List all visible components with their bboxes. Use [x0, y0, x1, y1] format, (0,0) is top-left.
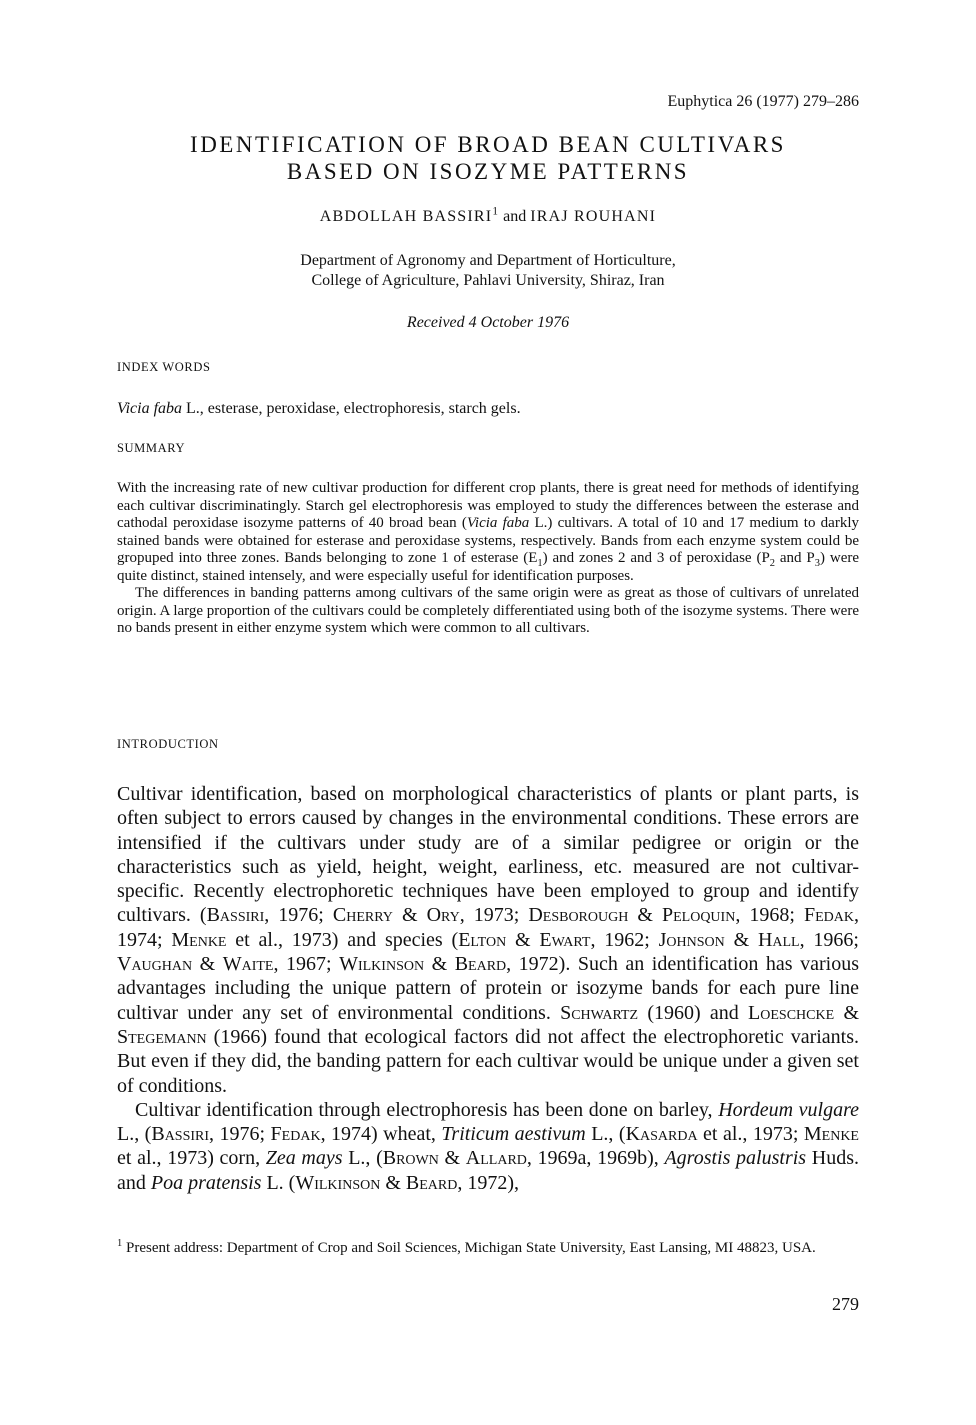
- intro-text: &: [192, 953, 223, 976]
- summary-text: and P: [775, 550, 815, 566]
- intro-text: &: [380, 1171, 406, 1194]
- summary-body: [117, 480, 859, 638]
- author-1: ABDOLLAH BASSIRI: [319, 208, 493, 225]
- intro-text: L., (: [342, 1147, 383, 1170]
- citation-author: Brown: [382, 1147, 439, 1170]
- summary-text: ) and zones 2 and 3 of peroxidase (P: [542, 550, 770, 566]
- intro-text: , 1976;: [264, 904, 333, 927]
- intro-text: , 1967;: [273, 953, 340, 976]
- intro-text: &: [438, 1147, 466, 1170]
- page-number: 279: [832, 1294, 859, 1314]
- citation-author: Beard: [454, 953, 507, 976]
- summary-paragraph-1: [117, 480, 859, 585]
- summary-text: L.) cultivars. A total of 10 and 17 medium to darkly stained bands were obtained for esterase and peroxidase systems, respectively. Bands from each enzyme system could be gropuped into three zones. Bands belonging to zone 1 of esterase (E: [117, 515, 859, 566]
- citation-author: Cherry: [332, 904, 393, 927]
- intro-text: , 1962;: [590, 928, 659, 951]
- intro-text: et al., 1973;: [697, 1123, 804, 1146]
- introduction-heading: INTRODUCTION: [117, 737, 219, 751]
- citation-author: Schwartz: [560, 1001, 639, 1024]
- intro-text: (1960) and: [638, 1001, 749, 1024]
- citation-author: Ory: [426, 904, 460, 927]
- intro-text: , 1969a, 1969b),: [526, 1147, 665, 1170]
- affiliation-line-2: College of Agriculture, Pahlavi University, Shiraz, Iran: [311, 272, 665, 289]
- species-name: Zea mays: [265, 1147, 343, 1170]
- paper-title: [0, 131, 976, 185]
- citation-author: Loeschcke: [748, 1001, 835, 1024]
- footnote-marker: 1: [492, 205, 500, 218]
- author-2: IRAJ ROUHANI: [530, 208, 657, 225]
- intro-text: &: [834, 1001, 859, 1024]
- citation-author: Bassiri: [206, 904, 265, 927]
- subscript: 3: [814, 558, 821, 569]
- citation-author: Beard: [405, 1171, 458, 1194]
- affiliation: [0, 251, 976, 291]
- footnote-text: Present address: Department of Crop and Soil Sciences, Michigan State University, East Lansing, MI 48823, USA.: [122, 1240, 816, 1256]
- citation-author: Johnson: [658, 928, 725, 951]
- title-line-1: IDENTIFICATION OF BROAD BEAN CULTIVARS: [190, 132, 786, 157]
- intro-text: , 1966;: [799, 928, 859, 951]
- species-name: Agrostis palustris: [664, 1147, 807, 1170]
- intro-text: &: [506, 928, 540, 951]
- authors: [0, 205, 976, 226]
- citation-author: Desborough: [528, 904, 629, 927]
- summary-species: Vicia faba: [466, 515, 530, 531]
- intro-text: , 1974) wheat,: [320, 1123, 442, 1146]
- author-conjunction: and: [499, 208, 531, 225]
- intro-text: , 1972). Such an identification has various advantages including the unique pattern of protein or isozyme bands for each pure line cultivar under any set of environmental conditions.: [117, 953, 859, 1024]
- summary-text: ) were quite distinct, stained intensely, and were especially useful for identification purposes.: [117, 550, 860, 584]
- intro-text: , 1972),: [457, 1171, 520, 1194]
- footnote: [117, 1239, 859, 1257]
- citation-author: Waite: [222, 953, 274, 976]
- intro-text: L. (: [261, 1171, 296, 1194]
- citation-author: Peloquin: [661, 904, 736, 927]
- received-date: Received 4 October 1976: [406, 314, 570, 331]
- citation-author: Fedak: [803, 904, 854, 927]
- intro-text: Huds. and: [117, 1147, 859, 1194]
- affiliation-line-1: Department of Agronomy and Department of Horticulture,: [300, 252, 676, 269]
- citation-author: Bassiri: [151, 1123, 210, 1146]
- introduction-paragraph-1: [117, 782, 859, 1098]
- intro-text: L., (: [117, 1123, 152, 1146]
- intro-text: &: [724, 928, 758, 951]
- subscript: 2: [769, 558, 776, 569]
- citation-author: Stegemann: [117, 1025, 207, 1048]
- intro-text: &: [424, 953, 455, 976]
- intro-text: et al., 1973) and species (: [226, 928, 459, 951]
- citation-author: Wilkinson: [295, 1171, 381, 1194]
- citation-author: Vaughan: [117, 953, 193, 976]
- intro-text: , 1976;: [209, 1123, 271, 1146]
- title-line-2: BASED ON ISOZYME PATTERNS: [286, 159, 690, 184]
- citation-author: Wilkinson: [339, 953, 425, 976]
- citation-author: Menke: [803, 1123, 859, 1146]
- citation-author: Elton: [458, 928, 507, 951]
- species-name: Triticum aestivum: [441, 1123, 586, 1146]
- intro-text: Cultivar identification through electrophoresis has been done on barley,: [135, 1098, 719, 1121]
- intro-text: &: [392, 904, 427, 927]
- species-name: Hordeum vulgare: [718, 1098, 860, 1121]
- citation-author: Hall: [757, 928, 800, 951]
- citation-author: Ewart: [539, 928, 591, 951]
- intro-text: L., (: [585, 1123, 626, 1146]
- introduction-paragraph-2: [117, 1098, 859, 1195]
- footnote-mark: 1: [117, 1238, 123, 1249]
- summary-paragraph-2: The differences in banding patterns among cultivars of the same origin were as great as those of cultivars of unrelated origin. A large proportion of the cultivars could be completely differentiated using both of the isozyme systems. There were no bands present in either enzyme system which were common to all cultivars.: [117, 585, 859, 636]
- journal-reference: Euphytica 26 (1977) 279–286: [667, 93, 859, 110]
- index-keywords: L., esterase, peroxidase, electrophoresis, starch gels.: [182, 400, 521, 417]
- citation-author: Fedak: [270, 1123, 321, 1146]
- intro-text: &: [628, 904, 662, 927]
- citation-author: Allard: [465, 1147, 527, 1170]
- citation-author: Menke: [171, 928, 227, 951]
- summary-heading: SUMMARY: [117, 441, 186, 455]
- index-words: [117, 400, 521, 418]
- summary-text: With the increasing rate of new cultivar production for different crop plants, there is great need for methods of identifying each cultivar discriminatingly. Starch gel electrophoresis was employed to study the differences between the esterase and cathodal peroxidase isozyme patterns of 40 broad bean (: [117, 480, 859, 531]
- intro-text: , 1973;: [459, 904, 529, 927]
- introduction-body: [117, 782, 859, 1195]
- subscript: 1: [537, 558, 543, 569]
- intro-text: (1966) found that ecological factors did not affect the electrophoretic variants. But even if they did, the banding pattern for each cultivar would be unique under a given set of conditions.: [117, 1025, 859, 1097]
- intro-text: , 1968;: [735, 904, 804, 927]
- index-words-heading: INDEX WORDS: [117, 360, 211, 374]
- citation-author: Kasarda: [625, 1123, 698, 1146]
- intro-text: Cultivar identification, based on morphological characteristics of plants or plant parts, is often subject to errors caused by changes in the environmental conditions. These errors are intensified if the cultivars under study are of a similar pedigree or origin or the characteristics such as yield, height, weight, earliness, etc. measured are not cultivar-specific. Recently electrophoretic techniques have been employed to group and identify cultivars. (: [117, 783, 859, 927]
- index-species: Vicia faba: [117, 400, 183, 417]
- intro-text: et al., 1973) corn,: [117, 1147, 266, 1170]
- species-name: Poa pratensis: [150, 1171, 262, 1194]
- intro-text: , 1974;: [117, 904, 859, 951]
